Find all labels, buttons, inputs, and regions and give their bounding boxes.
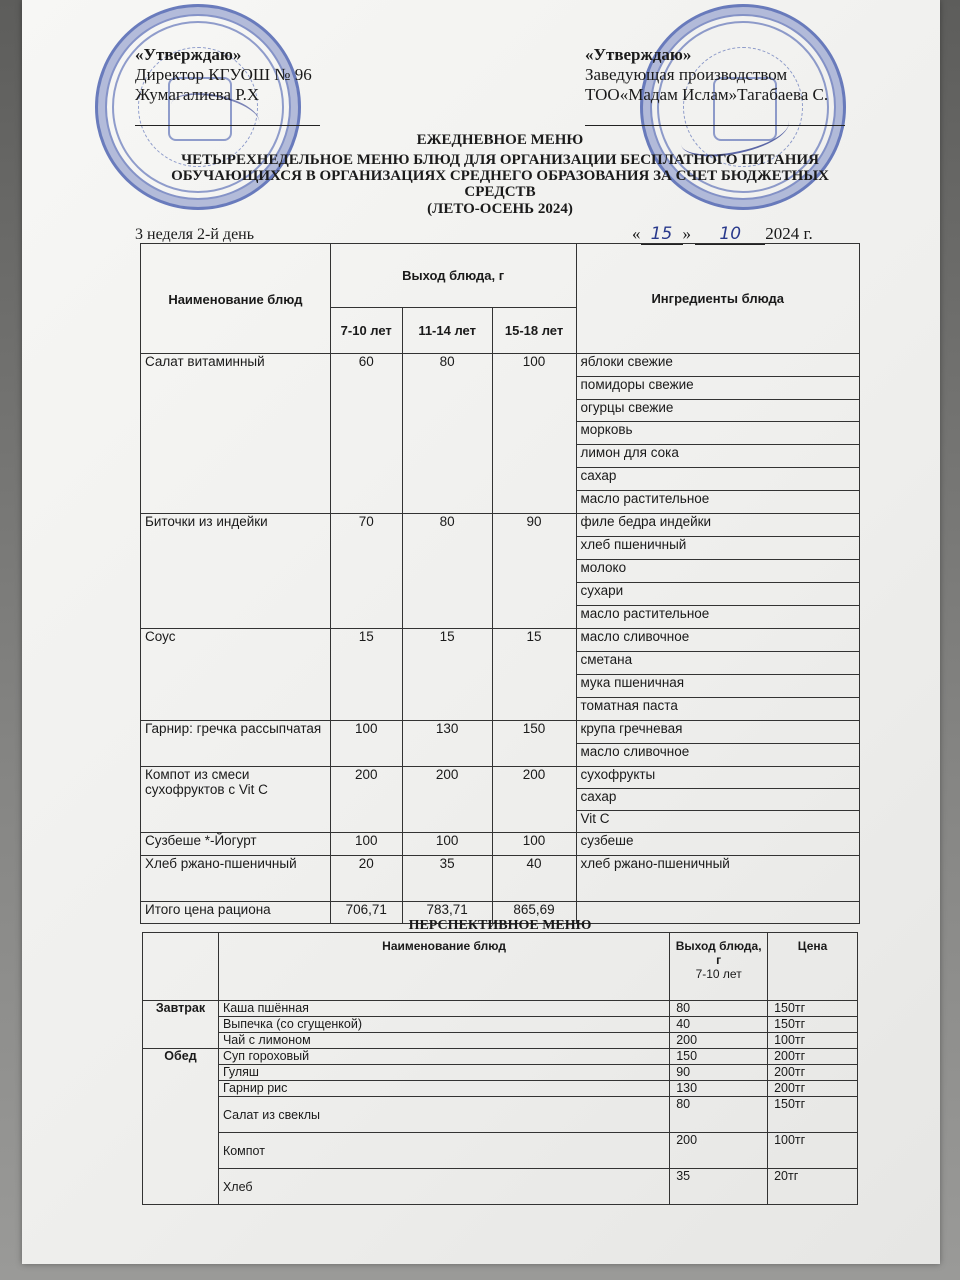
ingredient: помидоры свежие bbox=[576, 376, 860, 399]
total-label: Итого цена рациона bbox=[141, 901, 331, 923]
header-ingredients: Ингредиенты блюда bbox=[576, 244, 860, 354]
table-row bbox=[143, 1001, 858, 1017]
header-dish: Наименование блюд bbox=[218, 933, 669, 1001]
dish-output: 200 bbox=[670, 1033, 768, 1049]
week-day: 3 неделя 2-й день bbox=[135, 226, 255, 243]
dish-name: Компот из смеси сухофруктов с Vit C bbox=[141, 766, 331, 832]
table-row bbox=[143, 1017, 858, 1033]
dish-name: Гарнир: гречка рассыпчатая bbox=[141, 720, 331, 766]
ingredient: мука пшеничная bbox=[576, 674, 860, 697]
table-row bbox=[141, 832, 860, 855]
header-age-11-14: 11-14 лет bbox=[402, 308, 492, 354]
dish-name: Соус bbox=[141, 628, 331, 720]
meal-name: Обед bbox=[143, 1049, 219, 1205]
total-7-10: 706,71 bbox=[330, 901, 402, 923]
ingredient: морковь bbox=[576, 422, 860, 445]
dish-name: Салат витаминный bbox=[141, 354, 331, 514]
ingredient: молоко bbox=[576, 559, 860, 582]
menu-date bbox=[632, 224, 813, 245]
ingredient: сахар bbox=[576, 467, 860, 490]
output-15-18: 150 bbox=[492, 720, 576, 766]
dish-output: 80 bbox=[670, 1097, 768, 1133]
output-11-14: 15 bbox=[402, 628, 492, 720]
dish-name: Чай с лимоном bbox=[218, 1033, 669, 1049]
output-7-10: 15 bbox=[330, 628, 402, 720]
approval-person: ТОО«Мадам Ислам»Тагабаева С. bbox=[585, 85, 829, 104]
dish-price: 150тг bbox=[768, 1001, 858, 1017]
table-row bbox=[143, 1049, 858, 1065]
table-row bbox=[141, 628, 860, 651]
dish-price: 200тг bbox=[768, 1081, 858, 1097]
approval-position: Заведующая производством bbox=[585, 65, 788, 84]
ingredient: томатная паста bbox=[576, 697, 860, 720]
dish-output: 35 bbox=[670, 1169, 768, 1205]
header-output: Выход блюда, г bbox=[330, 244, 576, 308]
dish-output: 150 bbox=[670, 1049, 768, 1065]
table-row bbox=[141, 513, 860, 536]
ingredient: сметана bbox=[576, 651, 860, 674]
output-15-18: 40 bbox=[492, 855, 576, 901]
output-7-10: 70 bbox=[330, 513, 402, 628]
ingredient: сахар bbox=[576, 788, 860, 810]
date-year: 2024 г. bbox=[765, 224, 813, 243]
output-7-10: 60 bbox=[330, 354, 402, 514]
table-row bbox=[143, 1065, 858, 1081]
approval-right bbox=[585, 45, 828, 105]
ingredient: хлеб ржано-пшеничный bbox=[576, 855, 860, 901]
ingredient: масло сливочное bbox=[576, 743, 860, 766]
output-7-10: 200 bbox=[330, 766, 402, 832]
output-15-18: 15 bbox=[492, 628, 576, 720]
ingredient: лимон для сока bbox=[576, 445, 860, 468]
dish-price: 100тг bbox=[768, 1033, 858, 1049]
dish-output: 130 bbox=[670, 1081, 768, 1097]
signature-line bbox=[135, 125, 320, 126]
perspective-menu-table bbox=[142, 932, 858, 1205]
header-output-label: Выход блюда, г bbox=[675, 939, 762, 967]
header-output bbox=[670, 933, 768, 1001]
table-row bbox=[143, 1097, 858, 1133]
table-row bbox=[141, 354, 860, 377]
signature-line bbox=[585, 125, 845, 126]
header-meal bbox=[143, 933, 219, 1001]
header-output-age: 7-10 лет bbox=[695, 967, 742, 981]
dish-output: 40 bbox=[670, 1017, 768, 1033]
output-7-10: 20 bbox=[330, 855, 402, 901]
ingredient: филе бедра индейки bbox=[576, 513, 860, 536]
output-11-14: 80 bbox=[402, 513, 492, 628]
date-close-quote: » bbox=[682, 224, 691, 243]
ingredient: Vit C bbox=[576, 810, 860, 832]
date-open-quote: « bbox=[632, 224, 641, 243]
table-row bbox=[141, 855, 860, 901]
ingredient: масло сливочное bbox=[576, 628, 860, 651]
meal-name: Завтрак bbox=[143, 1001, 219, 1049]
ingredient: огурцы свежие bbox=[576, 399, 860, 422]
approval-word: «Утверждаю» bbox=[135, 45, 242, 64]
header-dish: Наименование блюд bbox=[141, 244, 331, 354]
menu-title: ЕЖЕДНЕВНОЕ МЕНЮ bbox=[416, 132, 584, 148]
dish-name: Сузбеше *-Йогурт bbox=[141, 832, 331, 855]
header-price: Цена bbox=[768, 933, 858, 1001]
ingredient: сухари bbox=[576, 582, 860, 605]
dish-name: Каша пшённая bbox=[218, 1001, 669, 1017]
header-age-7-10: 7-10 лет bbox=[330, 308, 402, 354]
output-11-14: 35 bbox=[402, 855, 492, 901]
ingredient: сухофрукты bbox=[576, 766, 860, 788]
dish-price: 200тг bbox=[768, 1049, 858, 1065]
ingredient: масло растительное bbox=[576, 490, 860, 513]
dish-price: 100тг bbox=[768, 1133, 858, 1169]
dish-name: Гарнир рис bbox=[218, 1081, 669, 1097]
approval-person: Жумагалиева Р.Х bbox=[135, 85, 260, 104]
daily-menu-table bbox=[140, 243, 860, 924]
dish-price: 20тг bbox=[768, 1169, 858, 1205]
ingredient: масло растительное bbox=[576, 605, 860, 628]
table-row bbox=[141, 720, 860, 743]
dish-name: Выпечка (со сгущенкой) bbox=[218, 1017, 669, 1033]
ingredient: крупа гречневая bbox=[576, 720, 860, 743]
output-11-14: 130 bbox=[402, 720, 492, 766]
total-11-14: 783,71 bbox=[402, 901, 492, 923]
date-day: 15 bbox=[641, 224, 683, 245]
dish-name: Гуляш bbox=[218, 1065, 669, 1081]
ingredient: хлеб пшеничный bbox=[576, 536, 860, 559]
approval-position: Директор КГУОШ № 96 bbox=[135, 65, 312, 84]
table-row bbox=[141, 766, 860, 788]
output-11-14: 100 bbox=[402, 832, 492, 855]
header-age-15-18: 15-18 лет bbox=[492, 308, 576, 354]
output-15-18: 100 bbox=[492, 354, 576, 514]
dish-name: Салат из свеклы bbox=[218, 1097, 669, 1133]
menu-season: (ЛЕТО-ОСЕНЬ 2024) bbox=[427, 201, 573, 217]
output-7-10: 100 bbox=[330, 832, 402, 855]
dish-output: 80 bbox=[670, 1001, 768, 1017]
ingredient: сузбеше bbox=[576, 832, 860, 855]
output-7-10: 100 bbox=[330, 720, 402, 766]
dish-name: Биточки из индейки bbox=[141, 513, 331, 628]
total-15-18: 865,69 bbox=[492, 901, 576, 923]
table-row bbox=[143, 1033, 858, 1049]
dish-output: 90 bbox=[670, 1065, 768, 1081]
dish-price: 150тг bbox=[768, 1017, 858, 1033]
approval-word: «Утверждаю» bbox=[585, 45, 692, 64]
output-11-14: 200 bbox=[402, 766, 492, 832]
output-11-14: 80 bbox=[402, 354, 492, 514]
dish-price: 150тг bbox=[768, 1097, 858, 1133]
approval-left bbox=[135, 45, 312, 105]
dish-name: Хлеб ржано-пшеничный bbox=[141, 855, 331, 901]
output-15-18: 100 bbox=[492, 832, 576, 855]
table-row bbox=[143, 1133, 858, 1169]
dish-name: Компот bbox=[218, 1133, 669, 1169]
dish-price: 200тг bbox=[768, 1065, 858, 1081]
dish-name: Суп гороховый bbox=[218, 1049, 669, 1065]
output-15-18: 200 bbox=[492, 766, 576, 832]
output-15-18: 90 bbox=[492, 513, 576, 628]
table-row bbox=[143, 1169, 858, 1205]
perspective-title: ПЕРСПЕКТИВНОЕ МЕНЮ bbox=[408, 918, 592, 933]
ingredient: яблоки свежие bbox=[576, 354, 860, 377]
menu-subtitle: ЧЕТЫРЕХНЕДЕЛЬНОЕ МЕНЮ БЛЮД ДЛЯ ОРГАНИЗАЦИИ БЕСПЛАТНОГО ПИТАНИЯ ОБУЧАЮЩИХСЯ В ОРГАНИЗАЦИЯХ СРЕДНЕГО ОБРАЗОВАНИЯ ЗА СЧЕТ БЮДЖЕТНЫХ СРЕДСТВ bbox=[171, 152, 829, 200]
table-row bbox=[143, 1081, 858, 1097]
dish-output: 200 bbox=[670, 1133, 768, 1169]
dish-name: Хлеб bbox=[218, 1169, 669, 1205]
date-month: 10 bbox=[695, 224, 765, 245]
